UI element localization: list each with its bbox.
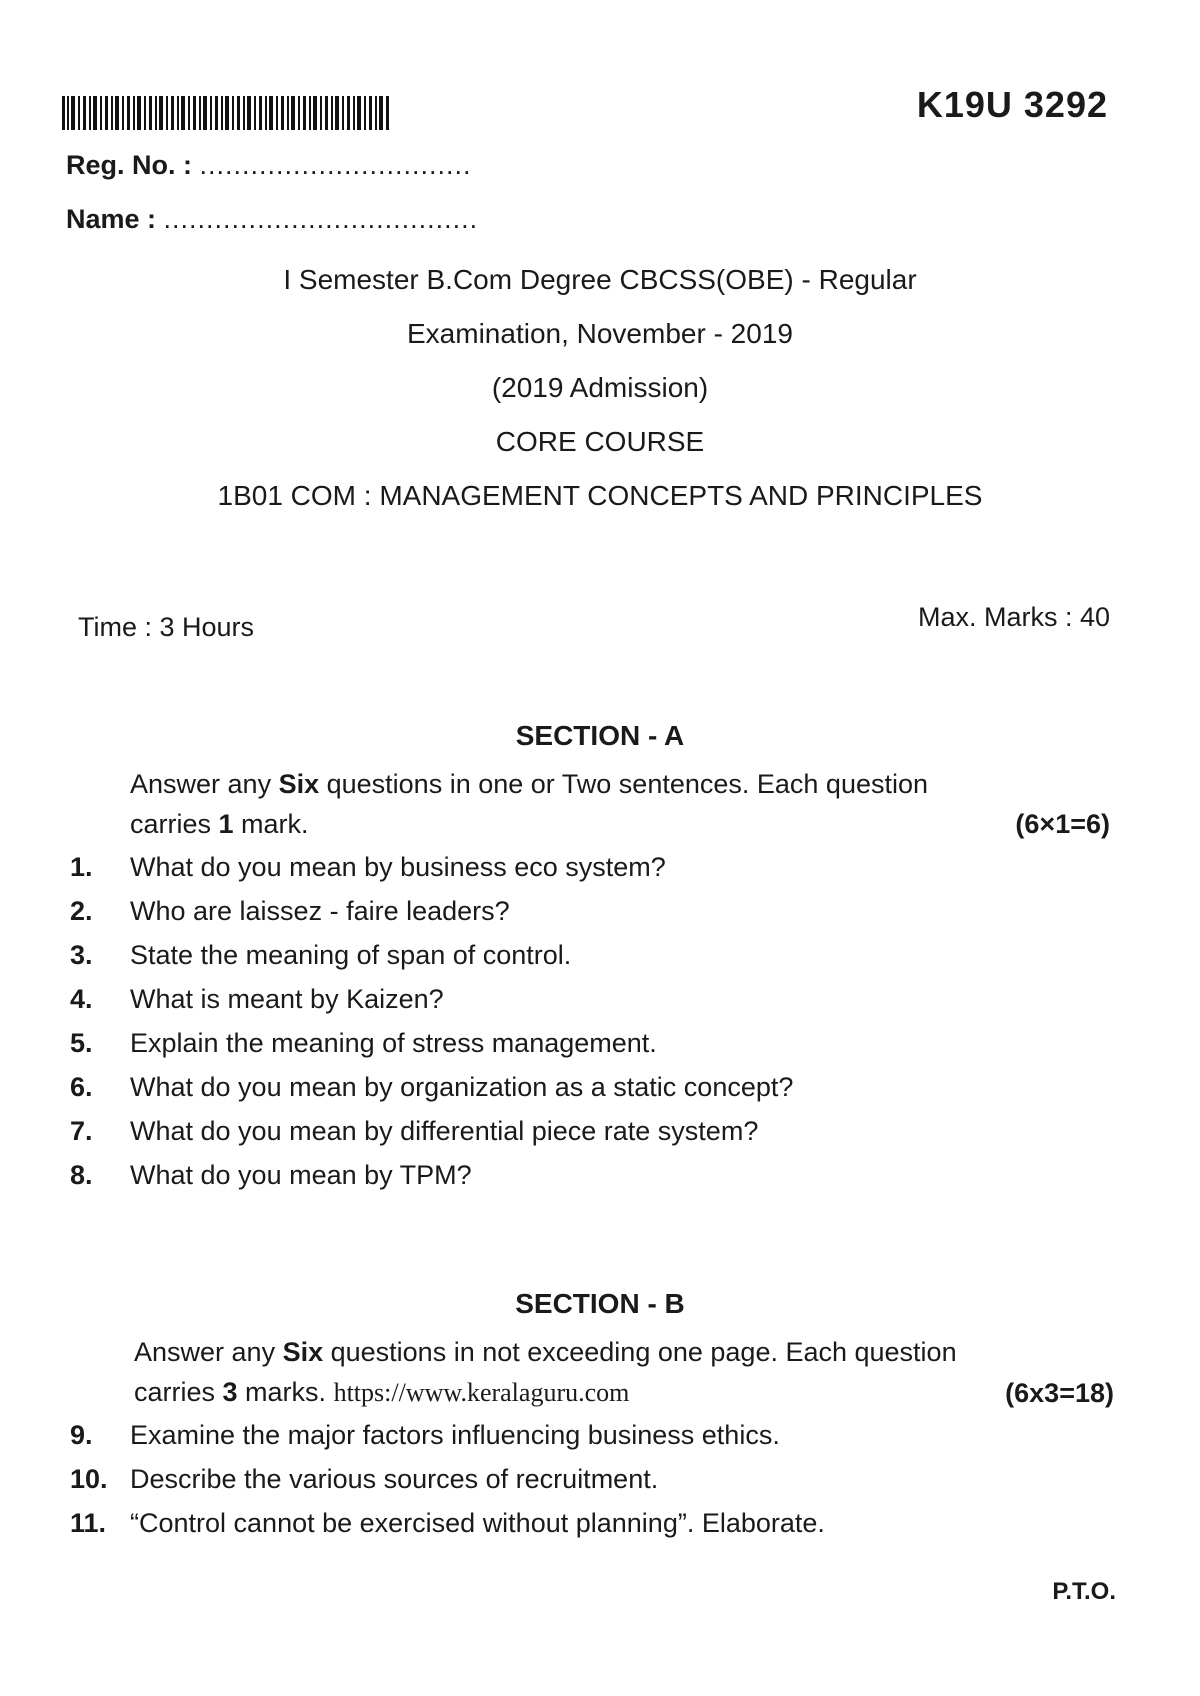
question-item: 11. “Control cannot be exercised without planning”. Elaborate. xyxy=(70,1508,825,1538)
title-line-5: 1B01 COM : MANAGEMENT CONCEPTS AND PRINCIPLES xyxy=(217,480,983,511)
reg-no-label: Reg. No. : xyxy=(66,150,192,180)
question-item: 7. What do you mean by differential piece rate system? xyxy=(70,1116,759,1146)
section-b-instr-line-1: Answer any Six questions in not exceeding one page. Each question xyxy=(134,1337,957,1367)
question-item: 9. Examine the major factors influencing business ethics. xyxy=(70,1420,780,1450)
section-b-marks: (6x3=18) xyxy=(1005,1378,1114,1408)
watermark-url: https://www.keralaguru.com xyxy=(333,1378,630,1407)
section-b-title: SECTION - B xyxy=(515,1288,685,1319)
section-a-instructions xyxy=(130,764,1110,844)
question-item: 6. What do you mean by organization as a static concept? xyxy=(70,1072,794,1102)
question-item: 2. Who are laissez - faire leaders? xyxy=(70,896,510,926)
question-item: 5. Explain the meaning of stress management. xyxy=(70,1028,657,1058)
question-item: 4. What is meant by Kaizen? xyxy=(70,984,444,1014)
barcode xyxy=(62,96,392,130)
section-b-instr-line-2: carries 3 marks. https://www.keralaguru.com xyxy=(134,1377,630,1407)
section-a-instr-line-2: carries 1 mark. xyxy=(130,809,309,839)
question-item: 3. State the meaning of span of control. xyxy=(70,940,572,970)
question-item: 10. Describe the various sources of recruitment. xyxy=(70,1464,659,1494)
name-field xyxy=(66,204,478,235)
paper-code: K19U 3292 xyxy=(916,84,1108,125)
title-line-1: I Semester B.Com Degree CBCSS(OBE) - Regular xyxy=(283,264,917,295)
section-b-instructions xyxy=(134,1332,1114,1413)
name-label: Name : xyxy=(66,204,157,234)
question-item: 8. What do you mean by TPM? xyxy=(70,1160,472,1190)
title-line-3: (2019 Admission) xyxy=(491,372,709,403)
section-a-title: SECTION - A xyxy=(515,720,685,751)
question-item: 1. What do you mean by business eco system? xyxy=(70,852,666,882)
reg-no-dots: ................................ xyxy=(199,150,472,180)
title-line-4: CORE COURSE xyxy=(495,426,705,457)
section-a-marks: (6×1=6) xyxy=(1015,809,1110,839)
section-a-instr-line-1: Answer any Six questions in one or Two sentences. Each question xyxy=(130,769,929,799)
pto-label: P.T.O. xyxy=(1052,1578,1116,1605)
reg-no-field xyxy=(66,150,472,181)
name-dots: ..................................... xyxy=(163,204,479,234)
time-label: Time : 3 Hours xyxy=(78,612,255,642)
title-line-2: Examination, November - 2019 xyxy=(407,318,793,349)
max-marks-label: Max. Marks : 40 xyxy=(917,602,1110,632)
